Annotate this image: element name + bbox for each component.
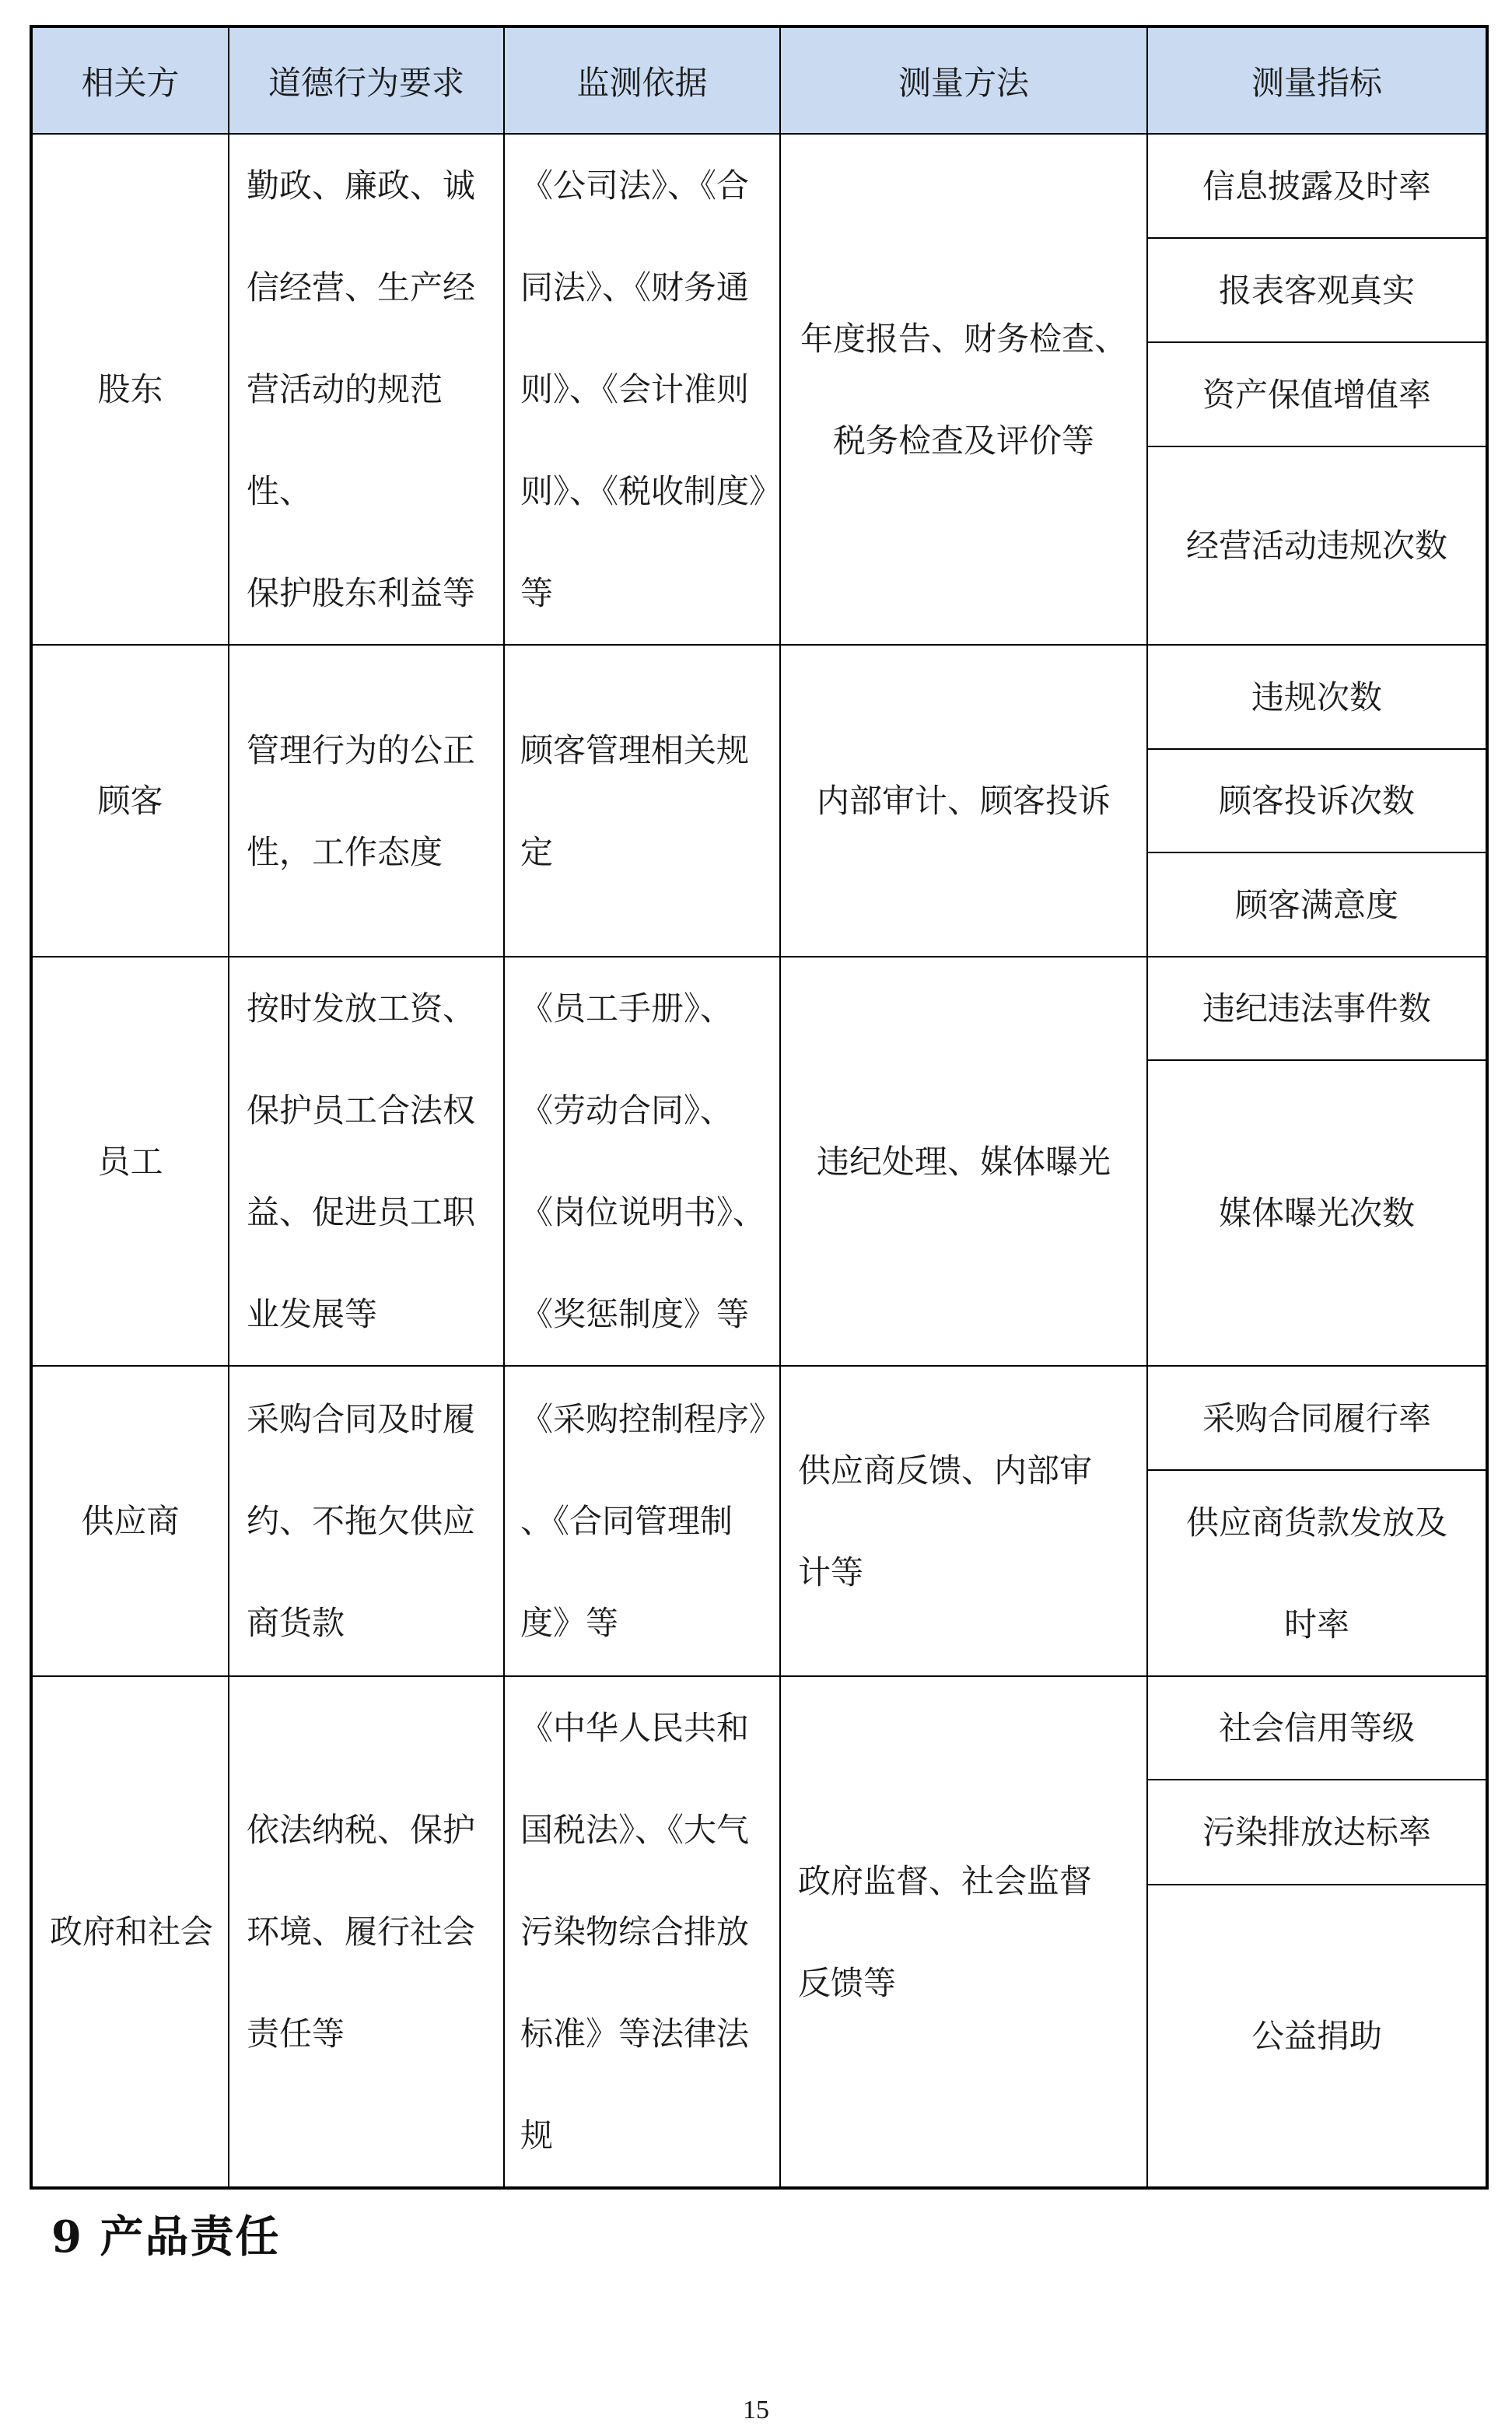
table-row bbox=[31, 1676, 1487, 1780]
party-cell: 员工 bbox=[31, 957, 229, 1366]
ethics-monitoring-table bbox=[30, 25, 1489, 2190]
table-header-row bbox=[31, 26, 1487, 134]
basis-cell: 《员工手册》、 《劳动合同》、 《岗位说明书》、 《奖惩制度》等 bbox=[504, 957, 780, 1366]
section-heading: 9 产品责任 bbox=[51, 2211, 281, 2263]
method-cell: 政府监督、社会监督 反馈等 bbox=[780, 1676, 1147, 2188]
table-row bbox=[31, 957, 1487, 1060]
header-method: 测量方法 bbox=[780, 26, 1147, 134]
method-cell: 违纪处理、媒体曝光 bbox=[780, 957, 1147, 1366]
basis-cell: 顾客管理相关规 定 bbox=[504, 645, 780, 957]
requirement-cell: 勤政、廉政、诚 信经营、生产经 营活动的规范性、 保护股东利益等 bbox=[229, 134, 504, 645]
indicator-cell: 社会信用等级 bbox=[1147, 1676, 1487, 1780]
indicator-cell: 经营活动违规次数 bbox=[1147, 446, 1487, 645]
party-cell: 政府和社会 bbox=[31, 1676, 229, 2188]
header-party: 相关方 bbox=[31, 26, 229, 134]
method-cell: 内部审计、顾客投诉 bbox=[780, 645, 1147, 957]
party-cell: 顾客 bbox=[31, 645, 229, 957]
indicator-cell: 公益捐助 bbox=[1147, 1885, 1487, 2188]
indicator-cell: 供应商货款发放及时率 bbox=[1147, 1470, 1487, 1676]
requirement-cell: 管理行为的公正 性，工作态度 bbox=[229, 645, 504, 957]
requirement-cell: 依法纳税、保护 环境、履行社会 责任等 bbox=[229, 1676, 504, 2188]
method-cell: 年度报告、财务检查、 税务检查及评价等 bbox=[780, 134, 1147, 645]
indicator-cell: 污染排放达标率 bbox=[1147, 1780, 1487, 1884]
table-row bbox=[31, 645, 1487, 749]
basis-cell: 《公司法》、《合 同法》、《财务通 则》、《会计准则 则》、《税收制度》 等 bbox=[504, 134, 780, 645]
indicator-cell: 顾客投诉次数 bbox=[1147, 749, 1487, 852]
party-cell: 股东 bbox=[31, 134, 229, 645]
indicator-cell: 违纪违法事件数 bbox=[1147, 957, 1487, 1060]
table-row bbox=[31, 134, 1487, 238]
indicator-cell: 媒体曝光次数 bbox=[1147, 1060, 1487, 1366]
header-requirement: 道德行为要求 bbox=[229, 26, 504, 134]
basis-cell: 《采购控制程序》 、《合同管理制 度》等 bbox=[504, 1366, 780, 1676]
page-number: 15 bbox=[743, 2396, 769, 2424]
indicator-cell: 违规次数 bbox=[1147, 645, 1487, 749]
requirement-cell: 采购合同及时履 约、不拖欠供应 商货款 bbox=[229, 1366, 504, 1676]
requirement-cell: 按时发放工资、 保护员工合法权 益、促进员工职 业发展等 bbox=[229, 957, 504, 1366]
header-basis: 监测依据 bbox=[504, 26, 780, 134]
method-cell: 供应商反馈、内部审 计等 bbox=[780, 1366, 1147, 1676]
indicator-cell: 资产保值增值率 bbox=[1147, 342, 1487, 446]
indicator-cell: 信息披露及时率 bbox=[1147, 134, 1487, 238]
party-cell: 供应商 bbox=[31, 1366, 229, 1676]
indicator-cell: 采购合同履行率 bbox=[1147, 1366, 1487, 1470]
indicator-cell: 顾客满意度 bbox=[1147, 852, 1487, 957]
header-indicator: 测量指标 bbox=[1147, 26, 1487, 134]
indicator-cell: 报表客观真实 bbox=[1147, 238, 1487, 342]
basis-cell: 《中华人民共和 国税法》、《大气 污染物综合排放 标准》等法律法 规 bbox=[504, 1676, 780, 2188]
table-row bbox=[31, 1366, 1487, 1470]
